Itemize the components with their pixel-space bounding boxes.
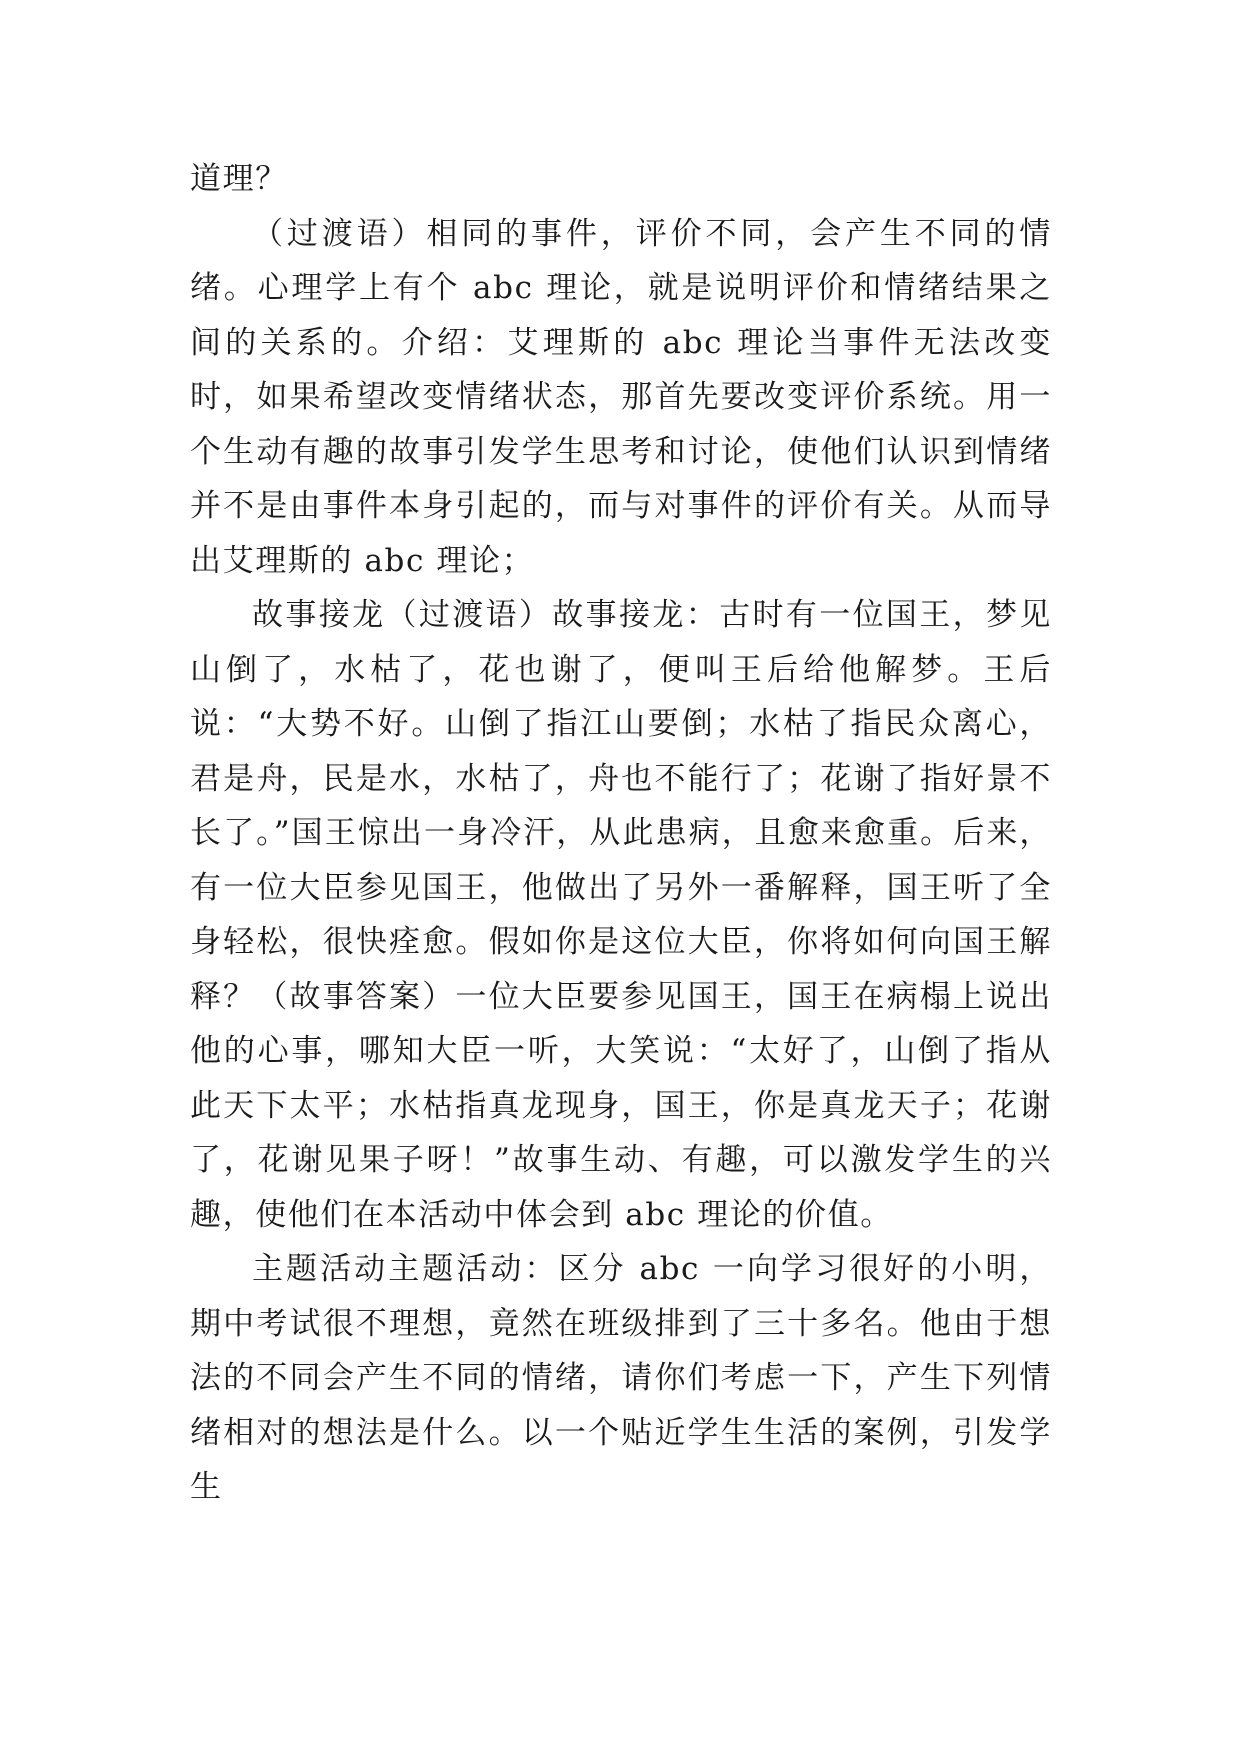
paragraph-theme-activity: 主题活动主题活动：区分 abc 一向学习很好的小明，期中考试很不理想，竟然在班级排到了三十多名。他由于想法的不同会产生不同的情绪，请你们考虑一下，产生下列情绪相对的想法是什么。以一个贴近学生生活的案例，引发学生 [190, 1251, 1052, 1505]
body-text [190, 152, 1052, 1515]
paragraph-story-relay: 故事接龙（过渡语）故事接龙：古时有一位国王，梦见山倒了，水枯了，花也谢了，便叫王后给他解梦。王后说：“大势不好。山倒了指江山要倒；水枯了指民众离心，君是舟，民是水，水枯了，舟也不能行了；花谢了指好景不长了。”国王惊出一身冷汗，从此患病，且愈来愈重。后来，有一位大臣参见国王，他做出了另外一番解释，国王听了全身轻松，很快痊愈。假如你是这位大臣，你将如何向国王解释？（故事答案）一位大臣要参见国王，国王在病榻上说出他的心事，哪知大臣一听，大笑说：“太好了，山倒了指从此天下太平；水枯指真龙现身，国王，你是真龙天子；花谢了，花谢见果子呀！”故事生动、有趣，可以激发学生的兴趣，使他们在本活动中体会到 abc 理论的价值。 [190, 597, 1052, 1233]
paragraph-abc-theory: （过渡语）相同的事件，评价不同，会产生不同的情绪。心理学上有个 abc 理论，就是说明评价和情绪结果之间的关系的。介绍：艾理斯的 abc 理论当事件无法改变时，如果希望改变情绪状态，那首先要改变评价系统。用一个生动有趣的故事引发学生思考和讨论，使他们认识到情绪并不是由事件本身引起的，而与对事件的评价有关。从而导出艾理斯的 abc 理论； [190, 215, 1052, 579]
paragraph-continuation: 道理？ [190, 161, 288, 197]
